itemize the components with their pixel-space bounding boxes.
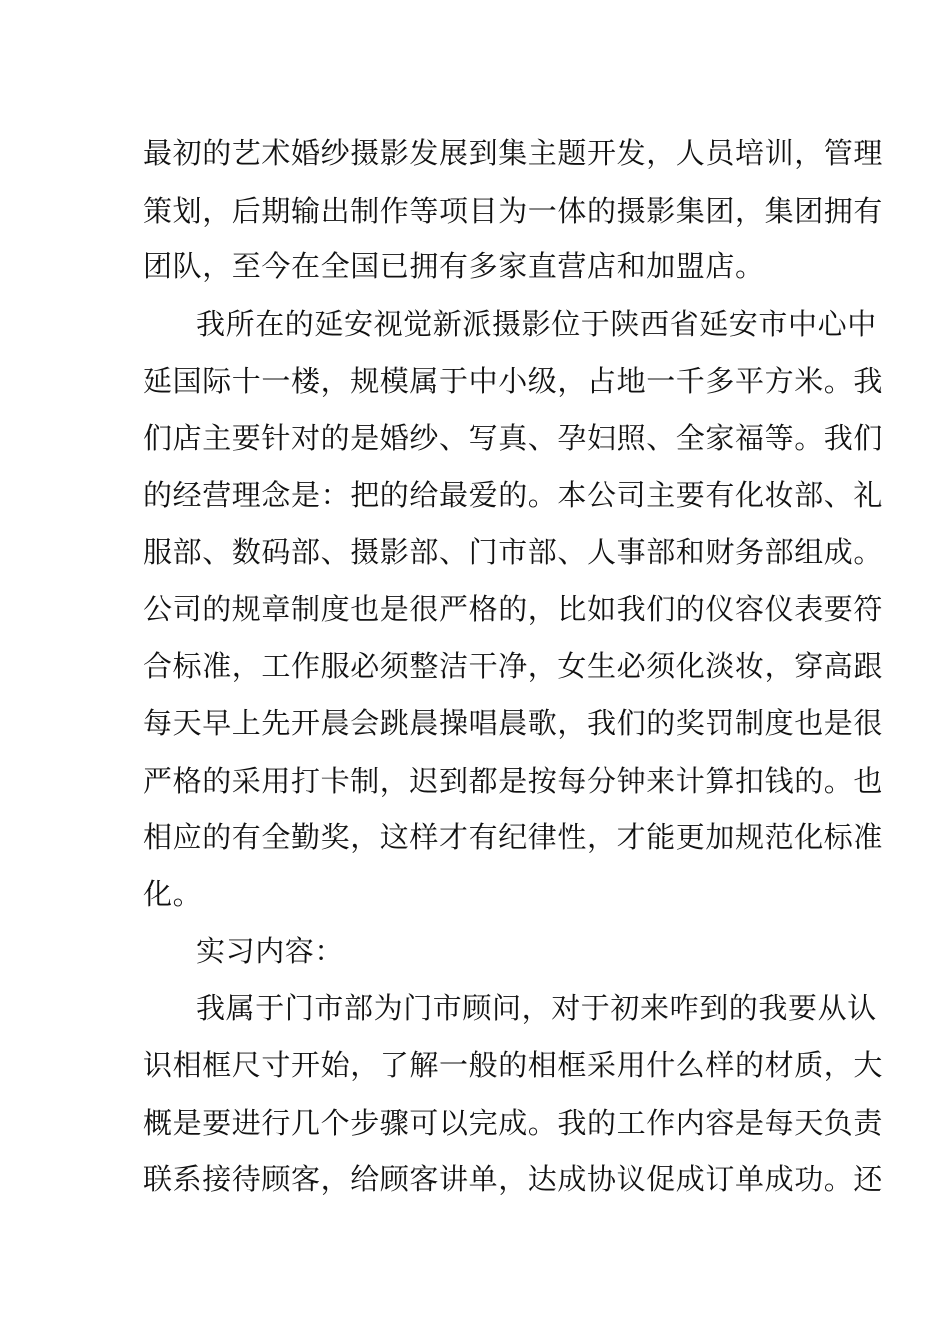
paragraph-first-line: 我属于门市部为门市顾问，对于初来咋到的我要从认 [196, 991, 877, 1025]
text-line: 的经营理念是：把的给最爱的。本公司主要有化妆部、礼 [143, 478, 884, 512]
text-line: 识相框尺寸开始，了解一般的相框采用什么样的材质，大 [143, 1048, 884, 1082]
text-line: 合标准，工作服必须整洁干净，女生必须化淡妆，穿高跟 [143, 649, 884, 683]
text-line: 最初的艺术婚纱摄影发展到集主题开发，人员培训，管理 [143, 136, 884, 170]
paragraph-first-line: 我所在的延安视觉新派摄影位于陕西省延安市中心中 [196, 307, 877, 341]
text-line: 化。 [143, 877, 203, 911]
section-heading: 实习内容： [196, 934, 345, 968]
text-line: 每天早上先开晨会跳晨操唱晨歌，我们的奖罚制度也是很 [143, 706, 884, 740]
text-line: 概是要进行几个步骤可以完成。我的工作内容是每天负责 [143, 1106, 884, 1140]
text-line: 策划，后期输出制作等项目为一体的摄影集团，集团拥有 [143, 194, 884, 228]
text-line: 延国际十一楼，规模属于中小级，占地一千多平方米。我 [143, 364, 884, 398]
text-line: 团队，至今在全国已拥有多家直营店和加盟店。 [143, 249, 765, 283]
text-line: 公司的规章制度也是很严格的，比如我们的仪容仪表要符 [143, 592, 884, 626]
text-line: 严格的采用打卡制，迟到都是按每分钟来计算扣钱的。也 [143, 764, 884, 798]
text-line: 们店主要针对的是婚纱、写真、孕妇照、全家福等。我们 [143, 421, 884, 455]
text-line: 联系接待顾客，给顾客讲单，达成协议促成订单成功。还 [143, 1162, 884, 1196]
text-line: 相应的有全勤奖，这样才有纪律性，才能更加规范化标准 [143, 820, 884, 854]
text-line: 服部、数码部、摄影部、门市部、人事部和财务部组成。 [143, 535, 884, 569]
